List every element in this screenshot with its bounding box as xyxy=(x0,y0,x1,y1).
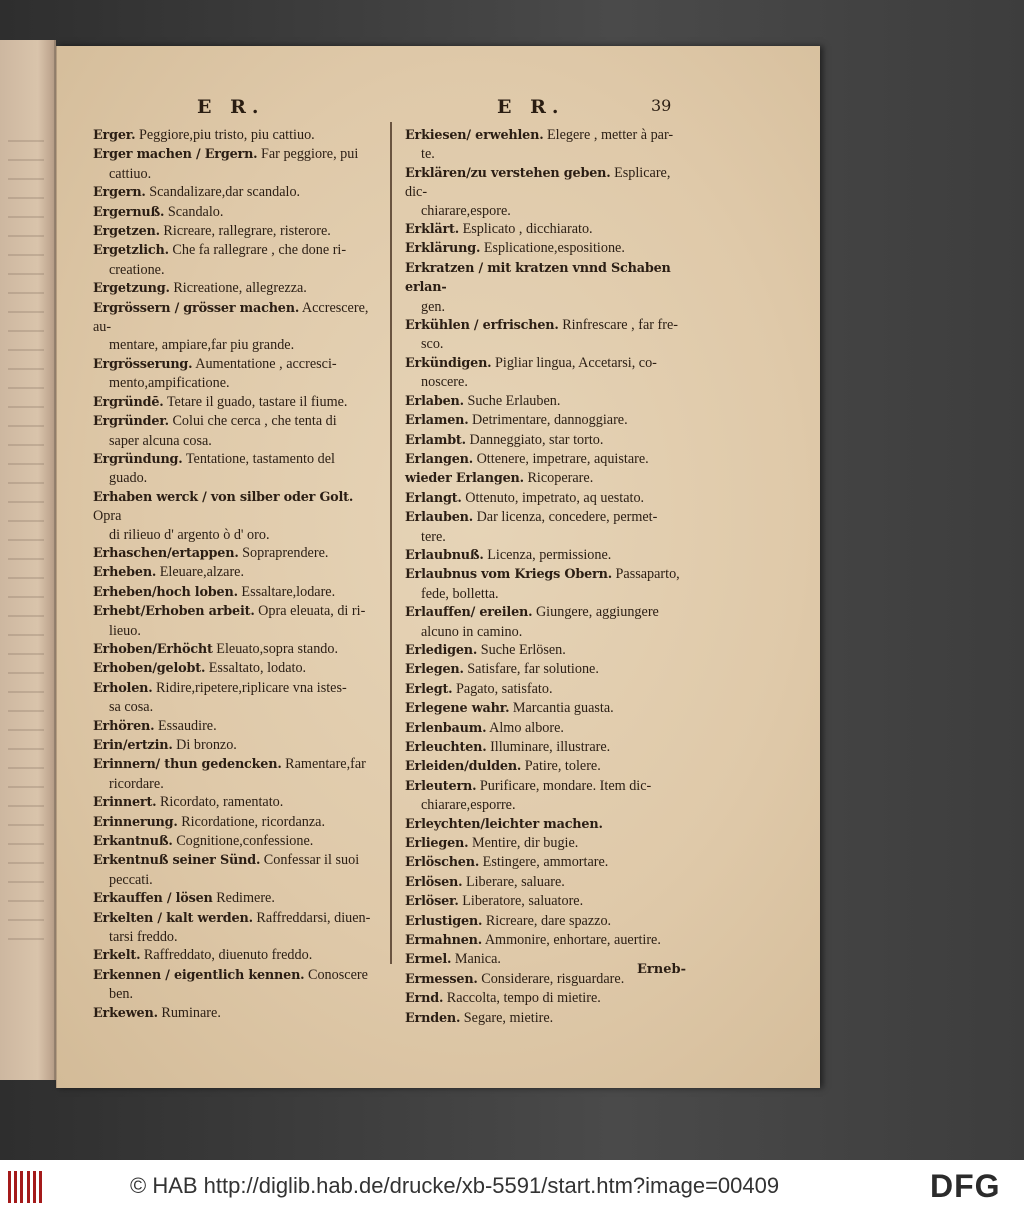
entry-definition: Sopraprendere. xyxy=(242,544,329,561)
entry-definition: Cognitione,confessione. xyxy=(176,833,314,850)
entry-headword: Erlaubnuß. xyxy=(405,547,484,563)
dictionary-entry xyxy=(405,259,685,316)
running-header-left: E R. xyxy=(197,96,265,118)
dictionary-entry xyxy=(93,393,373,412)
entry-continuation: alcuno in camino. xyxy=(421,623,523,640)
entry-definition: Tentatione, tastamento del xyxy=(185,450,335,467)
dictionary-entry xyxy=(93,679,373,717)
dictionary-entry xyxy=(405,546,685,565)
dictionary-entry xyxy=(93,736,373,755)
entry-definition: Raccolta, tempo di mietire. xyxy=(446,990,601,1007)
book-page xyxy=(56,46,820,1088)
entry-definition: Segare, mietire. xyxy=(463,1009,554,1026)
entry-headword: Erlustigen. xyxy=(405,913,483,929)
dictionary-entry xyxy=(405,508,685,546)
dictionary-entry xyxy=(93,813,373,832)
entry-definition: Aumentatione , accresci- xyxy=(195,355,337,372)
entry-definition: Liberare, saluare. xyxy=(465,873,565,890)
dictionary-entry xyxy=(93,946,373,965)
footer-bar xyxy=(0,1160,1024,1215)
dictionary-entry xyxy=(405,660,685,679)
dictionary-entry xyxy=(405,431,685,450)
dictionary-entry xyxy=(405,469,685,488)
entry-headword: Erhören. xyxy=(93,718,155,734)
entry-headword: Erkewen. xyxy=(93,1005,158,1021)
entry-definition: Ricordatione, ricordanza. xyxy=(181,813,325,830)
entry-definition: Satisfare, far solutione. xyxy=(467,661,599,678)
dictionary-entry xyxy=(93,793,373,812)
entry-continuation: ricordare. xyxy=(109,775,164,792)
entry-definition: Eleuare,alzare. xyxy=(159,564,245,581)
entry-headword: Erklärt. xyxy=(405,222,460,238)
entry-definition: Ruminare. xyxy=(161,1004,221,1021)
entry-continuation: guado. xyxy=(109,470,148,487)
entry-definition: Pigliar lingua, Accetarsi, co- xyxy=(494,354,657,371)
entry-headword: Ergrösserung. xyxy=(93,356,193,372)
entry-headword: Erhaschen/ertappen. xyxy=(93,545,239,561)
entry-definition: Ricreatione, allegrezza. xyxy=(173,280,307,297)
entry-headword: Erkratzen / mit kratzen vnnd Schaben erlan- xyxy=(405,260,671,296)
entry-definition: Ridire,ripetere,riplicare vna istes- xyxy=(156,679,347,696)
dictionary-entry xyxy=(405,834,685,853)
entry-definition: Ricreare, dare spazzo. xyxy=(485,912,612,929)
entry-headword: Erlambt. xyxy=(405,432,466,448)
entry-definition: Scandalizare,dar scandalo. xyxy=(149,184,301,201)
entry-headword: Erleutern. xyxy=(405,778,477,794)
dictionary-entry xyxy=(405,603,685,641)
dictionary-entry xyxy=(405,777,685,815)
entry-headword: Erinnerung. xyxy=(93,814,178,830)
dictionary-entry xyxy=(405,450,685,469)
dictionary-entry xyxy=(93,640,373,659)
entry-definition: Passaparto, xyxy=(615,566,680,583)
entry-headword: Erkennen / eigentlich kennen. xyxy=(93,967,305,983)
running-header-right: E R. xyxy=(497,96,565,118)
dictionary-entry xyxy=(405,1009,685,1028)
dictionary-entry xyxy=(405,680,685,699)
dictionary-entry xyxy=(93,832,373,851)
entry-definition: Giungere, aggiungere xyxy=(535,604,659,621)
entry-headword: Ergründē. xyxy=(93,394,164,410)
dictionary-entry xyxy=(93,450,373,488)
entry-headword: Erholen. xyxy=(93,680,153,696)
entry-headword: Erkündigen. xyxy=(405,355,492,371)
entry-definition: Purificare, mondare. Item dic- xyxy=(479,777,652,794)
entry-continuation: fede, bolletta. xyxy=(421,585,499,602)
dictionary-entry xyxy=(405,641,685,660)
dictionary-entry xyxy=(405,912,685,931)
entry-headword: Ernden. xyxy=(405,1010,461,1026)
entry-headword: Erhoben/Erhöcht xyxy=(93,641,213,657)
entry-definition: Confessar il suoi xyxy=(263,852,360,869)
entry-headword: Ergetzlich. xyxy=(93,243,169,259)
dictionary-entry xyxy=(405,411,685,430)
dictionary-entry xyxy=(93,1004,373,1023)
dictionary-entry xyxy=(405,853,685,872)
entry-headword: Erhebt/Erhoben arbeit. xyxy=(93,604,255,620)
dictionary-entry xyxy=(405,392,685,411)
dictionary-entry xyxy=(405,489,685,508)
entry-definition: Ricoperare. xyxy=(527,470,594,487)
entry-definition: Ramentare,far xyxy=(285,756,366,773)
entry-headword: Erlangt. xyxy=(405,490,462,506)
entry-definition: Pagato, satisfato. xyxy=(455,680,553,697)
entry-definition: Esplicatione,espositione. xyxy=(483,240,625,257)
entry-headword: Erlauffen/ ereilen. xyxy=(405,605,533,621)
dfg-logo[interactable]: DFG xyxy=(930,1168,1001,1204)
dictionary-entry xyxy=(93,241,373,279)
entry-definition: Raffreddato, diuenuto freddo. xyxy=(143,947,313,964)
entry-headword: Erkelt. xyxy=(93,948,141,964)
dictionary-entry xyxy=(93,183,373,202)
entry-continuation: peccati. xyxy=(109,871,153,888)
entry-definition: Far peggiore, pui xyxy=(260,146,359,163)
entry-headword: Erklären/zu verstehen geben. xyxy=(405,165,611,181)
entry-definition: Eleuato,sopra stando. xyxy=(216,640,339,657)
dictionary-entry xyxy=(93,583,373,602)
entry-headword: Ergetzen. xyxy=(93,224,160,240)
dictionary-entry xyxy=(93,412,373,450)
entry-headword: Ermessen. xyxy=(405,971,478,987)
dictionary-entry xyxy=(405,220,685,239)
dictionary-entry xyxy=(405,738,685,757)
entry-definition: Di bronzo. xyxy=(176,737,237,753)
entry-headword: Erlösen. xyxy=(405,874,463,890)
entry-headword: wieder Erlangen. xyxy=(405,471,524,487)
entry-continuation: gen. xyxy=(421,298,446,315)
entry-definition: Opra xyxy=(93,508,122,525)
entry-continuation: di rilieuo d' argento ò d' oro. xyxy=(109,526,270,543)
entry-headword: Erkelten / kalt werden. xyxy=(93,910,253,926)
entry-headword: Erlangen. xyxy=(405,451,474,467)
previous-page-edge xyxy=(0,40,56,1080)
right-column xyxy=(405,126,685,1028)
entry-continuation: creatione. xyxy=(109,261,165,278)
entry-headword: Erhoben/gelobt. xyxy=(93,661,206,677)
dictionary-entry xyxy=(93,299,373,355)
entry-continuation: mentare, ampiare,far piu grande. xyxy=(109,337,295,354)
entry-headword: Ergründung. xyxy=(93,451,183,467)
entry-continuation: tere. xyxy=(421,528,446,545)
entry-definition: Ricordato, ramentato. xyxy=(159,794,284,811)
dictionary-entry xyxy=(405,354,685,392)
entry-continuation: sco. xyxy=(421,336,444,353)
hab-stripes-logo-icon[interactable] xyxy=(8,1171,42,1203)
entry-continuation: cattiuo. xyxy=(109,165,152,182)
entry-continuation: ben. xyxy=(109,986,134,1003)
entry-headword: Erklärung. xyxy=(405,241,481,257)
dictionary-entry xyxy=(405,239,685,258)
dictionary-entry xyxy=(93,851,373,889)
entry-headword: Ergründer. xyxy=(93,414,169,430)
dictionary-entry xyxy=(93,126,373,145)
entry-definition: Detrimentare, dannoggiare. xyxy=(472,412,628,429)
page-number: 39 xyxy=(651,96,672,115)
entry-headword: Erleychten/leichter machen. xyxy=(405,816,603,832)
dictionary-entry xyxy=(93,755,373,793)
dictionary-entry xyxy=(93,279,373,298)
entry-definition: Suche Erlösen. xyxy=(480,641,566,658)
entry-definition: Esplicato , dicchiarato. xyxy=(462,221,593,238)
entry-definition: Esplicare, dic- xyxy=(405,164,671,201)
entry-definition: Considerare, risguardare. xyxy=(481,970,625,987)
dictionary-entry xyxy=(93,602,373,640)
dictionary-entry xyxy=(93,563,373,582)
entry-headword: Erin/ertzin. xyxy=(93,738,173,753)
entry-definition: Danneggiato, star torto. xyxy=(469,431,604,448)
dictionary-entry xyxy=(93,717,373,736)
entry-definition: Liberatore, saluatore. xyxy=(462,893,584,910)
entry-continuation: te. xyxy=(421,146,435,163)
dictionary-entry xyxy=(405,931,685,950)
entry-definition: Conoscere xyxy=(308,966,368,983)
entry-headword: Erlöschen. xyxy=(405,855,480,871)
entry-headword: Erhaben werck / von silber oder Golt. xyxy=(93,489,354,505)
entry-definition: Accrescere, au- xyxy=(93,299,369,336)
dictionary-entry xyxy=(405,126,685,164)
entry-headword: Erlenbaum. xyxy=(405,720,487,736)
entry-definition: Peggiore,piu tristo, piu cattiuo. xyxy=(138,127,315,143)
dictionary-entry xyxy=(405,892,685,911)
entry-definition: Raffreddarsi, diuen- xyxy=(256,909,371,926)
entry-definition: Essaltare,lodare. xyxy=(241,583,336,600)
entry-headword: Ernd. xyxy=(405,991,444,1007)
entry-definition: Colui che cerca , che tenta di xyxy=(172,413,337,430)
entry-headword: Erlegen. xyxy=(405,662,464,678)
entry-continuation: noscere. xyxy=(421,374,468,391)
entry-headword: Erleiden/dulden. xyxy=(405,759,522,775)
entry-headword: Erlauben. xyxy=(405,510,474,526)
dictionary-entry xyxy=(93,544,373,563)
dictionary-entry xyxy=(93,222,373,241)
entry-definition: Opra eleuata, di ri- xyxy=(258,603,366,620)
entry-headword: Erlamen. xyxy=(405,413,469,429)
entry-definition: Marcantia guasta. xyxy=(512,700,614,717)
catchword: Erneb- xyxy=(637,962,686,977)
entry-definition: Ammonire, enhortare, auertire. xyxy=(484,932,661,949)
dictionary-entry xyxy=(93,488,373,544)
entry-definition: Licenza, permissione. xyxy=(487,546,612,563)
entry-continuation: saper alcuna cosa. xyxy=(109,432,212,449)
entry-headword: Erlegene wahr. xyxy=(405,701,510,717)
entry-definition: Ricreare, rallegrare, risterore. xyxy=(163,223,331,240)
entry-definition: Ottenuto, impetrato, aq uestato. xyxy=(465,489,645,506)
entry-definition: Rinfrescare , far fre- xyxy=(562,317,678,334)
dictionary-entry xyxy=(405,873,685,892)
column-divider xyxy=(390,122,392,964)
dictionary-entry xyxy=(405,719,685,738)
entry-definition: Essaltato, lodato. xyxy=(208,660,307,677)
entry-headword: Erheben. xyxy=(93,565,157,581)
entry-headword: Erkiesen/ erwehlen. xyxy=(405,128,544,143)
dictionary-entry xyxy=(93,355,373,393)
entry-headword: Erkantnuß. xyxy=(93,834,173,850)
entry-continuation: mento,ampificatione. xyxy=(109,375,230,392)
entry-continuation: sa cosa. xyxy=(109,699,154,716)
entry-continuation: lieuo. xyxy=(109,622,141,639)
dictionary-entry xyxy=(93,966,373,1004)
dictionary-entry xyxy=(405,164,685,220)
bleed-through-text xyxy=(8,140,44,940)
entry-definition: Redimere. xyxy=(216,890,275,907)
copyright-url[interactable]: © HAB http://diglib.hab.de/drucke/xb-5591/start.htm?image=00409 xyxy=(130,1173,780,1198)
entry-definition: Almo albore. xyxy=(489,719,564,736)
entry-definition: Elegere , metter à par- xyxy=(547,127,674,143)
dictionary-entry xyxy=(93,889,373,908)
entry-headword: Erkentnuß seiner Sünd. xyxy=(93,853,261,869)
entry-definition: Dar licenza, concedere, permet- xyxy=(476,509,658,526)
entry-continuation: chiarare,esporre. xyxy=(421,797,516,814)
entry-headword: Erger machen / Ergern. xyxy=(93,147,258,163)
entry-definition: Tetare il guado, tastare il fiume. xyxy=(166,393,348,410)
entry-definition: Estingere, ammortare. xyxy=(482,854,609,871)
entry-definition: Che fa rallegrare , che done ri- xyxy=(172,242,347,259)
entry-headword: Ergetzung. xyxy=(93,281,170,297)
entry-headword: Erkühlen / erfrischen. xyxy=(405,318,559,334)
entry-definition: Essaudire. xyxy=(157,717,217,734)
entry-continuation: tarsi freddo. xyxy=(109,929,178,946)
entry-headword: Erlaben. xyxy=(405,393,464,409)
entry-headword: Erledigen. xyxy=(405,642,478,658)
dictionary-entry xyxy=(93,909,373,947)
entry-definition: Illuminare, illustrare. xyxy=(490,739,611,755)
dictionary-entry xyxy=(93,145,373,183)
entry-headword: Ergrössern / grösser machen. xyxy=(93,300,300,316)
entry-continuation: chiarare,espore. xyxy=(421,202,511,219)
dictionary-entry xyxy=(405,316,685,354)
dictionary-entry xyxy=(93,203,373,222)
entry-definition: Mentire, dir bugie. xyxy=(471,835,579,852)
entry-definition: Patire, tolere. xyxy=(524,758,601,775)
entry-headword: Erkauffen / lösen xyxy=(93,891,213,907)
entry-definition: Scandalo. xyxy=(167,203,224,220)
entry-headword: Erheben/hoch loben. xyxy=(93,584,238,600)
dictionary-entry xyxy=(405,699,685,718)
entry-headword: Erlöser. xyxy=(405,894,459,910)
entry-headword: Erlaubnus vom Kriegs Obern. xyxy=(405,567,612,583)
entry-headword: Erger. xyxy=(93,128,136,143)
dictionary-entry xyxy=(405,989,685,1008)
entry-definition: Manica. xyxy=(454,951,501,968)
entry-headword: Erinnern/ thun gedencken. xyxy=(93,757,282,773)
entry-headword: Erliegen. xyxy=(405,836,469,852)
entry-headword: Erleuchten. xyxy=(405,740,487,755)
dictionary-entry xyxy=(93,659,373,678)
entry-headword: Ergernuß. xyxy=(93,204,165,220)
entry-headword: Ermel. xyxy=(405,952,452,968)
entry-headword: Ergern. xyxy=(93,185,146,201)
dictionary-entry xyxy=(405,815,685,834)
dictionary-entry xyxy=(405,565,685,603)
entry-definition: Ottenere, impetrare, aquistare. xyxy=(476,450,649,467)
left-column xyxy=(93,126,373,1023)
entry-headword: Erinnert. xyxy=(93,795,157,811)
dictionary-entry xyxy=(405,757,685,776)
entry-headword: Erlegt. xyxy=(405,681,453,697)
entry-headword: Ermahnen. xyxy=(405,933,483,949)
entry-definition: Suche Erlauben. xyxy=(467,392,561,409)
